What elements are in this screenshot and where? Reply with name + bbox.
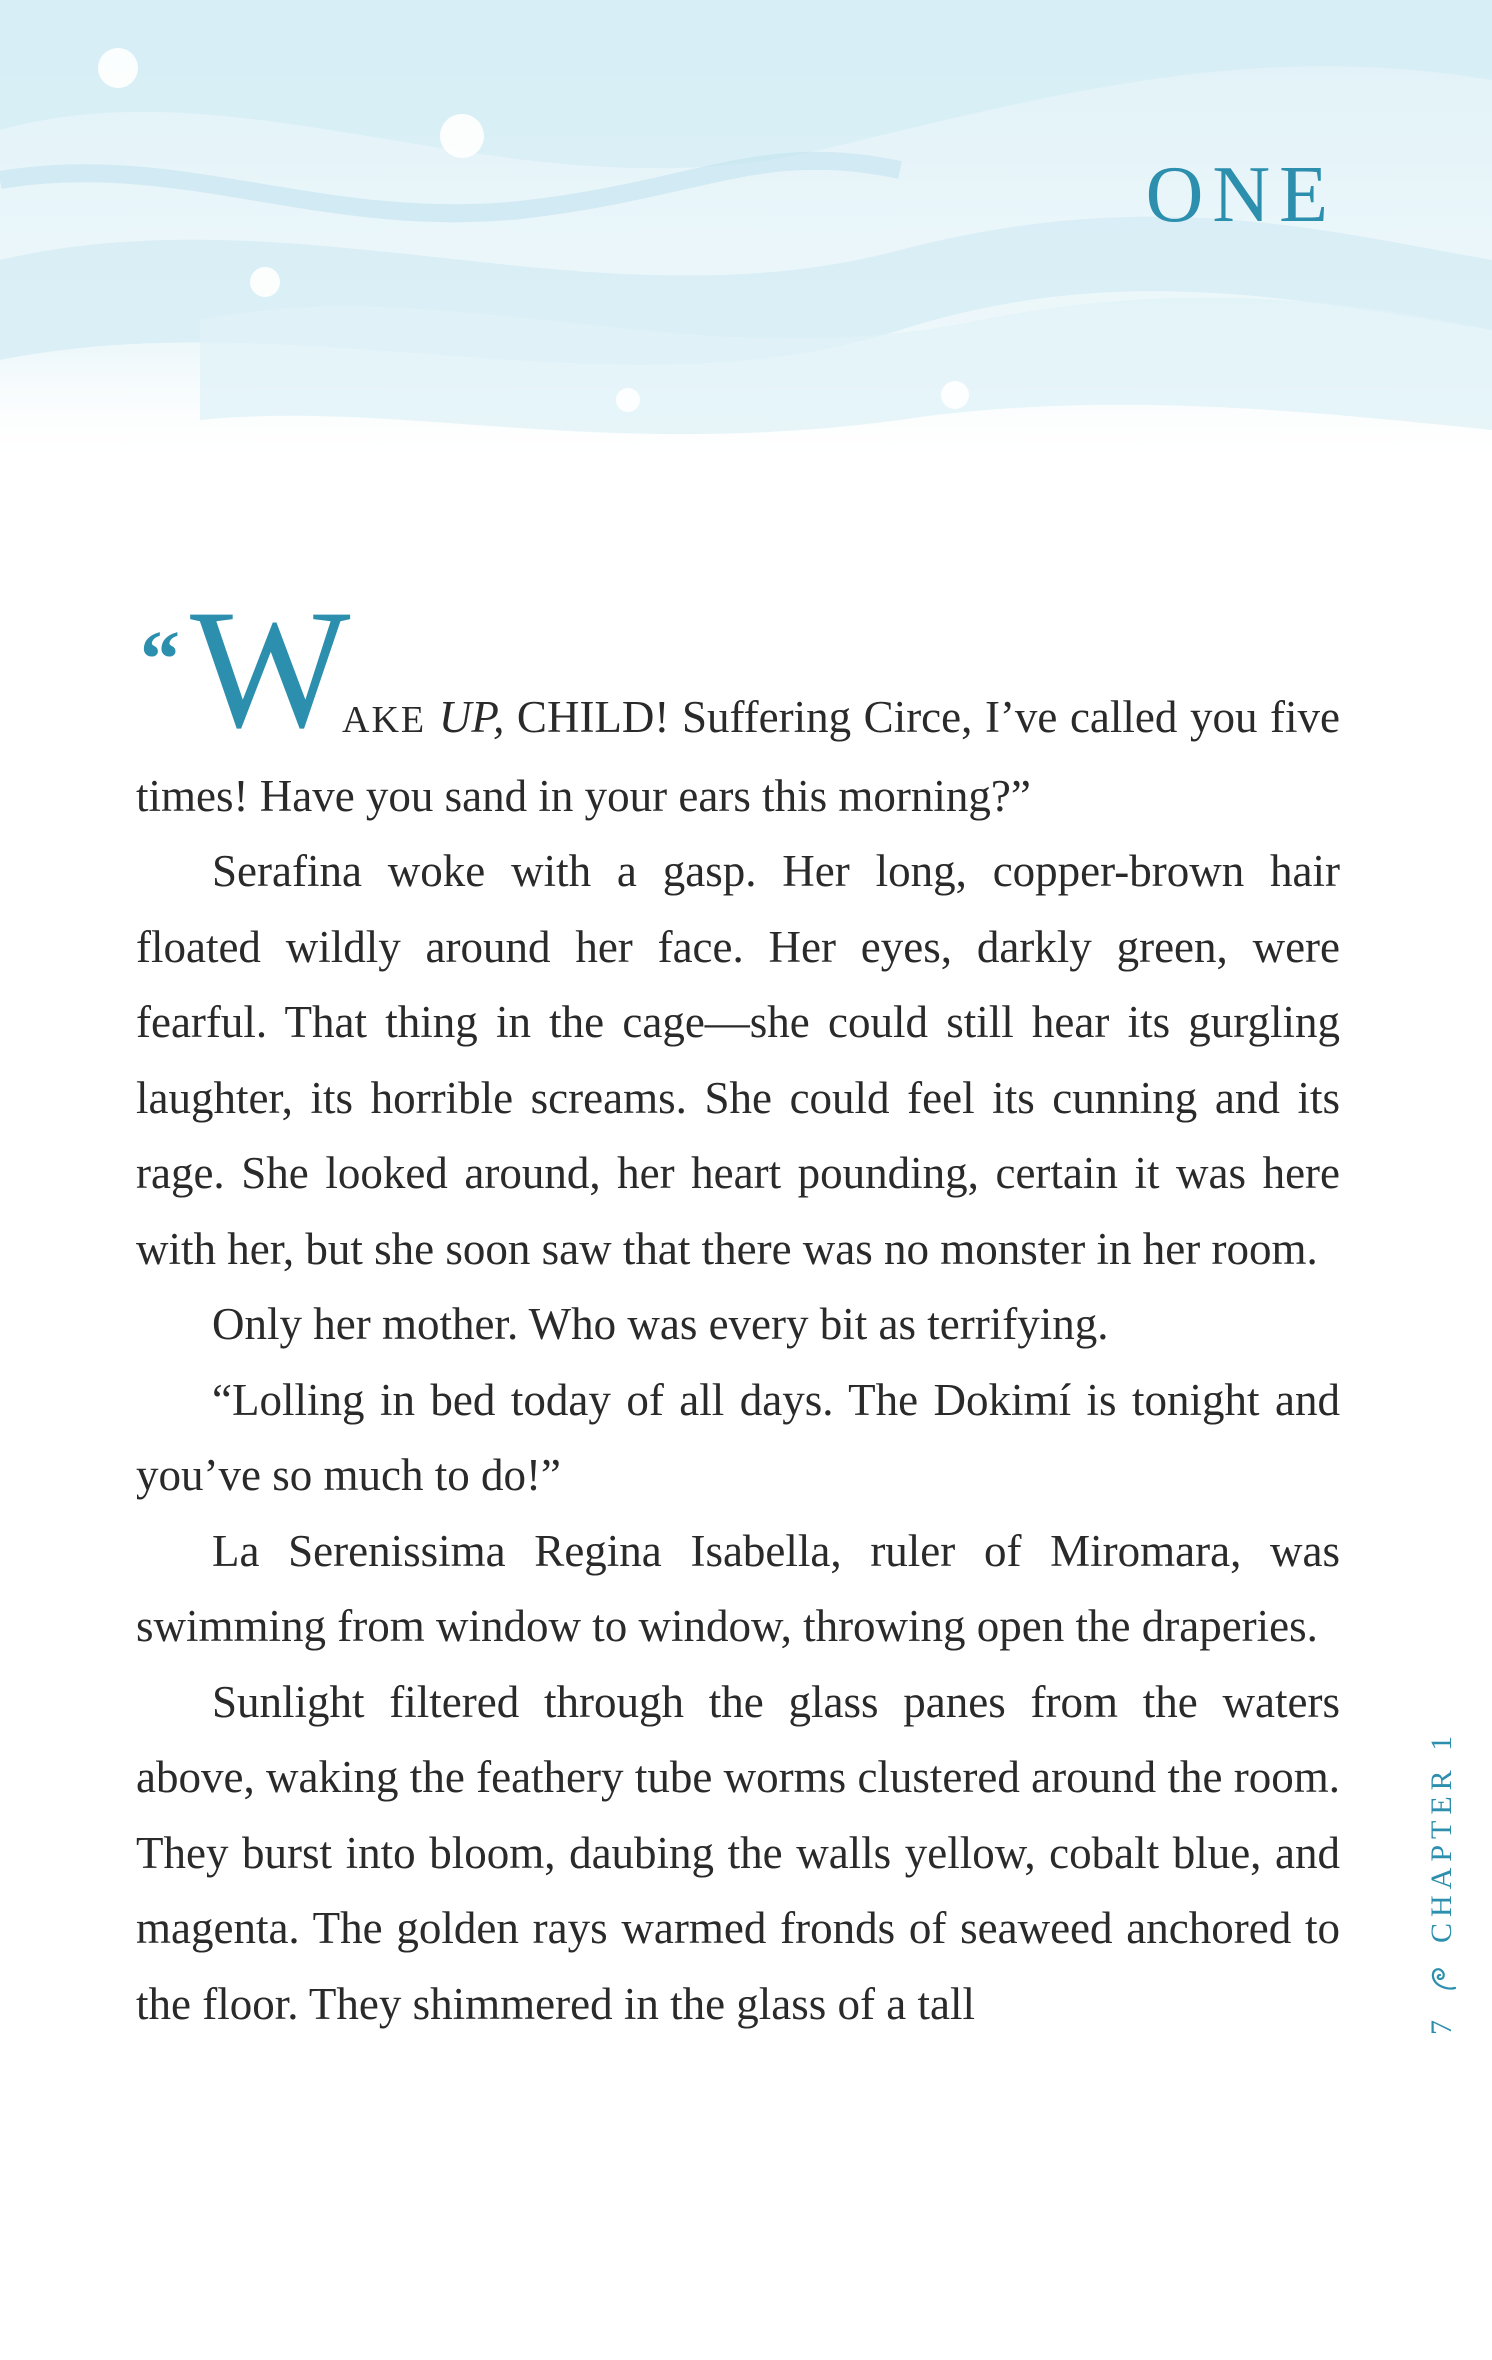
bubble [440, 114, 484, 158]
opening-italic: UP, [438, 692, 505, 742]
bubble [616, 388, 640, 412]
paragraph: La Serenissima Regina Isabella, ruler of Miromara, was swimming from window to window, throwing open the draperies. [136, 1525, 1340, 1651]
bubble [98, 48, 138, 88]
chapter-title: ONE [1145, 151, 1337, 239]
shell-icon [1429, 1965, 1459, 1995]
bubble [250, 267, 280, 297]
paragraph: Only her mother. Who was every bit as terrifying. [212, 1299, 1109, 1349]
bubble [941, 381, 969, 409]
opening-smallcaps: AKE [342, 699, 439, 741]
opening-quote-mark: “ [140, 616, 180, 704]
paragraph: Serafina woke with a gasp. Her long, copper-brown hair floated wildly around her face. Her eyes, darkly green, were fearful. That thing in the cage—she could still hear its gurgling laughter, its horrible screams. She could feel its cunning and its rage. She looked around, her heart pounding, certain it was here with her, but she soon saw that there was no monster in her room. [136, 846, 1340, 1274]
opening-line: CHILD! Suffering Circe, I’ve called you five times! Have you sand in your ears this morning?” [136, 692, 1340, 821]
paragraph: “Lolling in bed today of all days. The Dokimí is tonight and you’ve so much to do!” [136, 1374, 1340, 1500]
page-number: 7 [1425, 2014, 1458, 2035]
chapter-body [136, 575, 1340, 2042]
drop-cap-group [136, 575, 351, 763]
drop-cap-letter: W [190, 575, 351, 763]
opening-paragraph [136, 575, 1340, 834]
running-head [1422, 1655, 1462, 2035]
paragraph: Sunlight filtered through the glass panes from the waters above, waking the feathery tube worms clustered around the room. They burst into bloom, daubing the walls yellow, cobalt blue, and magenta. The golden rays warmed fronds of seaweed anchored to the floor. They shimmered in the glass of a tall [136, 1676, 1340, 2029]
chapter-label: CHAPTER 1 [1425, 1729, 1458, 1943]
